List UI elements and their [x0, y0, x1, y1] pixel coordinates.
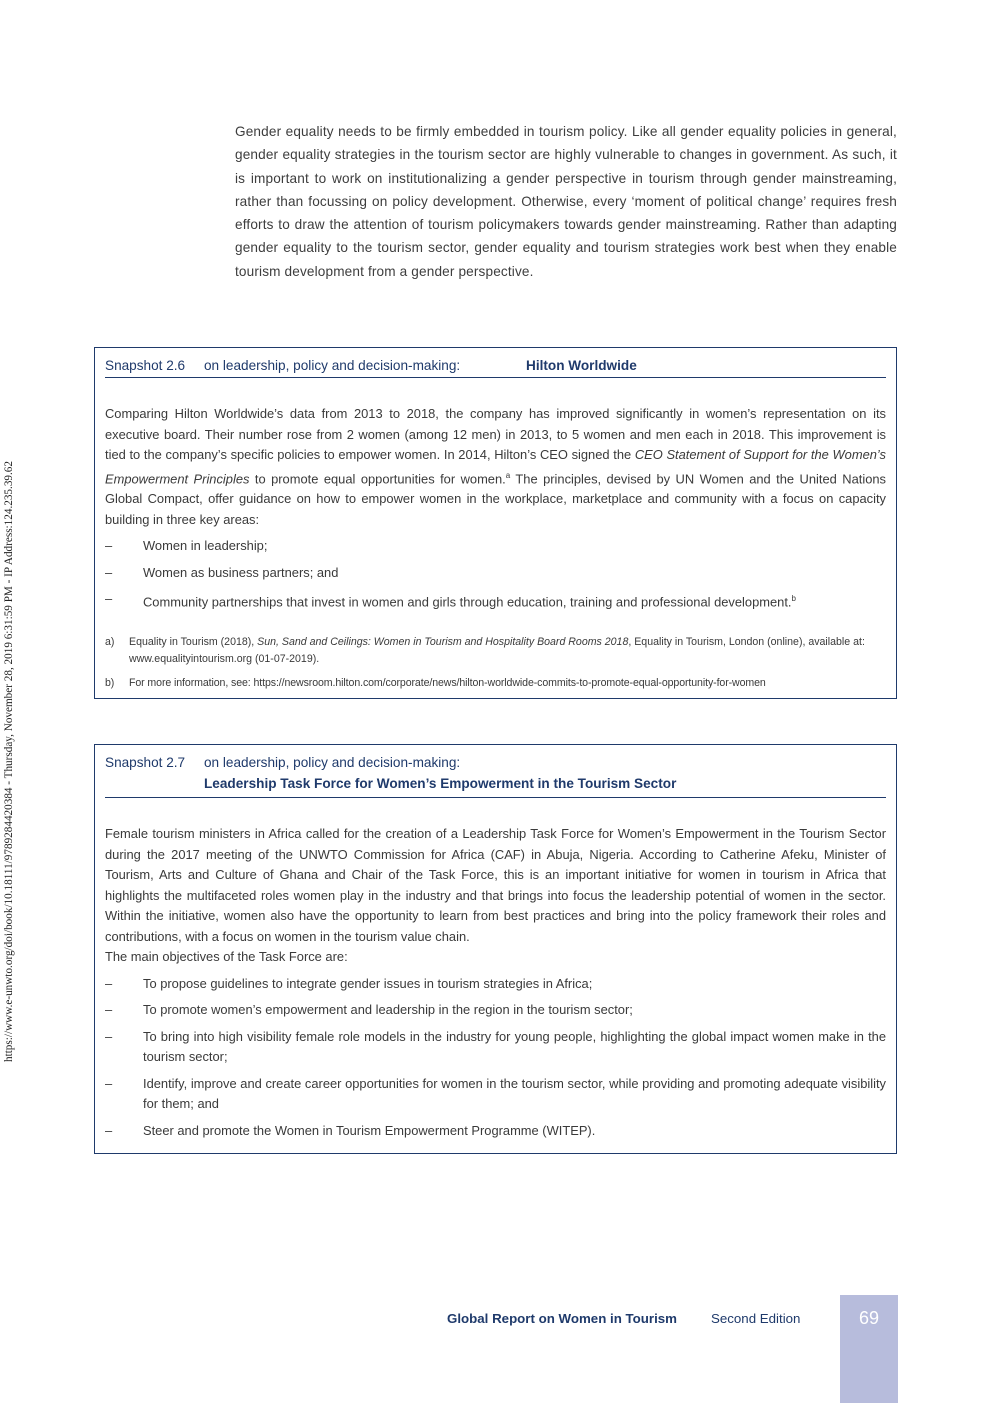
- edition-label: Second Edition: [711, 1311, 801, 1326]
- snapshot-header: [105, 753, 886, 798]
- page-number: 69: [858, 1308, 880, 1328]
- list-item-text: To propose guidelines to integrate gender issues in tourism strategies in Africa;: [143, 975, 593, 991]
- dash-bullet: –: [105, 1075, 113, 1091]
- paragraph-italic: CEO Statement of Support for the Women’s Empowerment Principles: [105, 447, 886, 486]
- objectives-intro: The main objectives of the Task Force are:: [105, 949, 348, 964]
- dash-bullet: –: [105, 975, 113, 991]
- snapshot-header-line: [105, 356, 886, 376]
- snapshot-body: [105, 404, 886, 613]
- dash-bullet: –: [105, 538, 113, 554]
- dash-bullet: –: [105, 1028, 113, 1044]
- list-item: [105, 1121, 886, 1142]
- list-item-text: Steer and promote the Women in Tourism Empowerment Programme (WITEP).: [143, 1122, 596, 1138]
- report-title: Global Report on Women in Tourism: [447, 1311, 677, 1326]
- list-item: [105, 563, 886, 584]
- paragraph-text: to promote equal opportunities for women.: [249, 470, 506, 486]
- snapshot-paragraph: Female tourism ministers in Africa called for the creation of a Leadership Task Force for Women’s Empowerment in the Tourism Sector during the 2017 meeting of the UNWTO Commission for Africa (CAF) in Abuja, Nigeria. According to Catherine Afeku, Minister of Tourism, Arts and Culture of Ghana and Chair of the Task Force, this is an important initiative for women in tourism in Africa that highlights the multifaceted roles women play in the industry and that brings into focus the leadership potential of women in the sector. Within the initiative, women also have the opportunity to learn from best practices and bring into the policy framework their roles and contributions, with a focus on women in the tourism value chain.: [105, 826, 886, 944]
- dash-bullet: –: [105, 1002, 113, 1017]
- list-item: [105, 974, 886, 995]
- snapshot-header: [105, 356, 886, 378]
- snapshot-topic: on leadership, policy and decision-making:: [204, 755, 461, 770]
- snapshot-title: Leadership Task Force for Women’s Empowerment in the Tourism Sector: [204, 776, 677, 791]
- list-item-text: Community partnerships that invest in women and girls through education, training and professional development.: [143, 594, 792, 610]
- side-url-watermark: https://www.e-unwto.org/doi/book/10.18111/9789284420384 - Thursday, November 28, 2019 6:31:59 PM - IP Address:124.235.39.62: [3, 461, 15, 1062]
- dash-bullet: –: [105, 591, 113, 607]
- paragraph-text: Comparing Hilton Worldwide’s data from 2013 to 2018, the company has improved significantly in women’s representation on its executive board. Their number rose from 2 women (among 12 men) in 2013, to 5 women and men each in 2018. This improvement is tied to the company’s specific policies to empower women. In 2014, Hilton’s CEO signed the: [105, 406, 886, 462]
- list-item: [105, 536, 886, 557]
- dash-bullet: –: [105, 1122, 113, 1138]
- list-item: [105, 589, 886, 613]
- snapshot-number: Snapshot 2.6: [105, 358, 186, 373]
- bullet-list: [105, 974, 886, 1142]
- list-item-text: To promote women’s empowerment and leadership in the region in the tourism sector;: [143, 1002, 633, 1017]
- snapshot-box-hilton: [94, 347, 897, 699]
- snapshot-box-task-force: [94, 744, 897, 1154]
- footnote-b: [105, 675, 886, 692]
- snapshot-header-line: [105, 753, 886, 773]
- snapshot-body: [105, 824, 886, 1141]
- list-item: [105, 1027, 886, 1068]
- list-item-text: Identify, improve and create career opportunities for women in the tourism sector, while providing and promoting adequate visibility for them; and: [143, 1075, 886, 1111]
- list-item-text: Women as business partners; and: [143, 564, 339, 580]
- footnote-mark: b): [105, 677, 115, 689]
- list-item-text: Women in leadership;: [143, 538, 268, 554]
- intro-paragraph: Gender equality needs to be firmly embedded in tourism policy. Like all gender equality policies in general, gender equality strategies in the tourism sector are highly vulnerable to changes in government. As such, it is important to work on institutionalizing a gender perspective in tourism through gender mainstreaming, rather than focussing on policy development. Otherwise, every ‘moment of political change’ requires fresh efforts to draw the attention of tourism policymakers towards gender mainstreaming. Rather than adapting gender equality to the tourism sector, gender equality and tourism strategies work best when they enable tourism development from a gender perspective.: [235, 124, 897, 279]
- snapshot-paragraph: [105, 404, 886, 530]
- footnote-text: Equality in Tourism (2018),: [129, 636, 258, 648]
- bullet-list: [105, 536, 886, 613]
- snapshot-number: Snapshot 2.7: [105, 755, 186, 770]
- footnotes: [105, 634, 886, 692]
- list-item: [105, 1074, 886, 1115]
- snapshot-topic: on leadership, policy and decision-making:: [204, 358, 461, 373]
- snapshot-title: Hilton Worldwide: [526, 358, 637, 373]
- footnote-text: , Equality in Tourism, London (online), available at: www.equalityintourism.org (01-07-2019).: [129, 636, 865, 665]
- footnote-text: For more information, see: https://newsroom.hilton.com/corporate/news/hilton-worldwide-commits-to-promote-equal-opportunity-for-women: [129, 677, 766, 689]
- list-item: [105, 1000, 886, 1021]
- footnote-ref: a: [505, 470, 511, 480]
- footnote-a: [105, 634, 886, 668]
- list-item-text: To bring into high visibility female role models in the industry for young people, highlighting the global impact women make in the tourism sector;: [143, 1028, 886, 1064]
- footnote-italic: Sun, Sand and Ceilings: Women in Tourism and Hospitality Board Rooms 2018: [257, 636, 629, 648]
- dash-bullet: –: [105, 564, 113, 580]
- footnote-mark: a): [105, 636, 115, 648]
- paragraph-text: The principles, devised by UN Women and the United Nations Global Compact, offer guidance on how to empower women in the workplace, marketplace and community with a focus on capacity building in three key areas:: [105, 470, 886, 527]
- page-number-tab: [840, 1295, 898, 1403]
- footnote-ref: b: [791, 594, 796, 604]
